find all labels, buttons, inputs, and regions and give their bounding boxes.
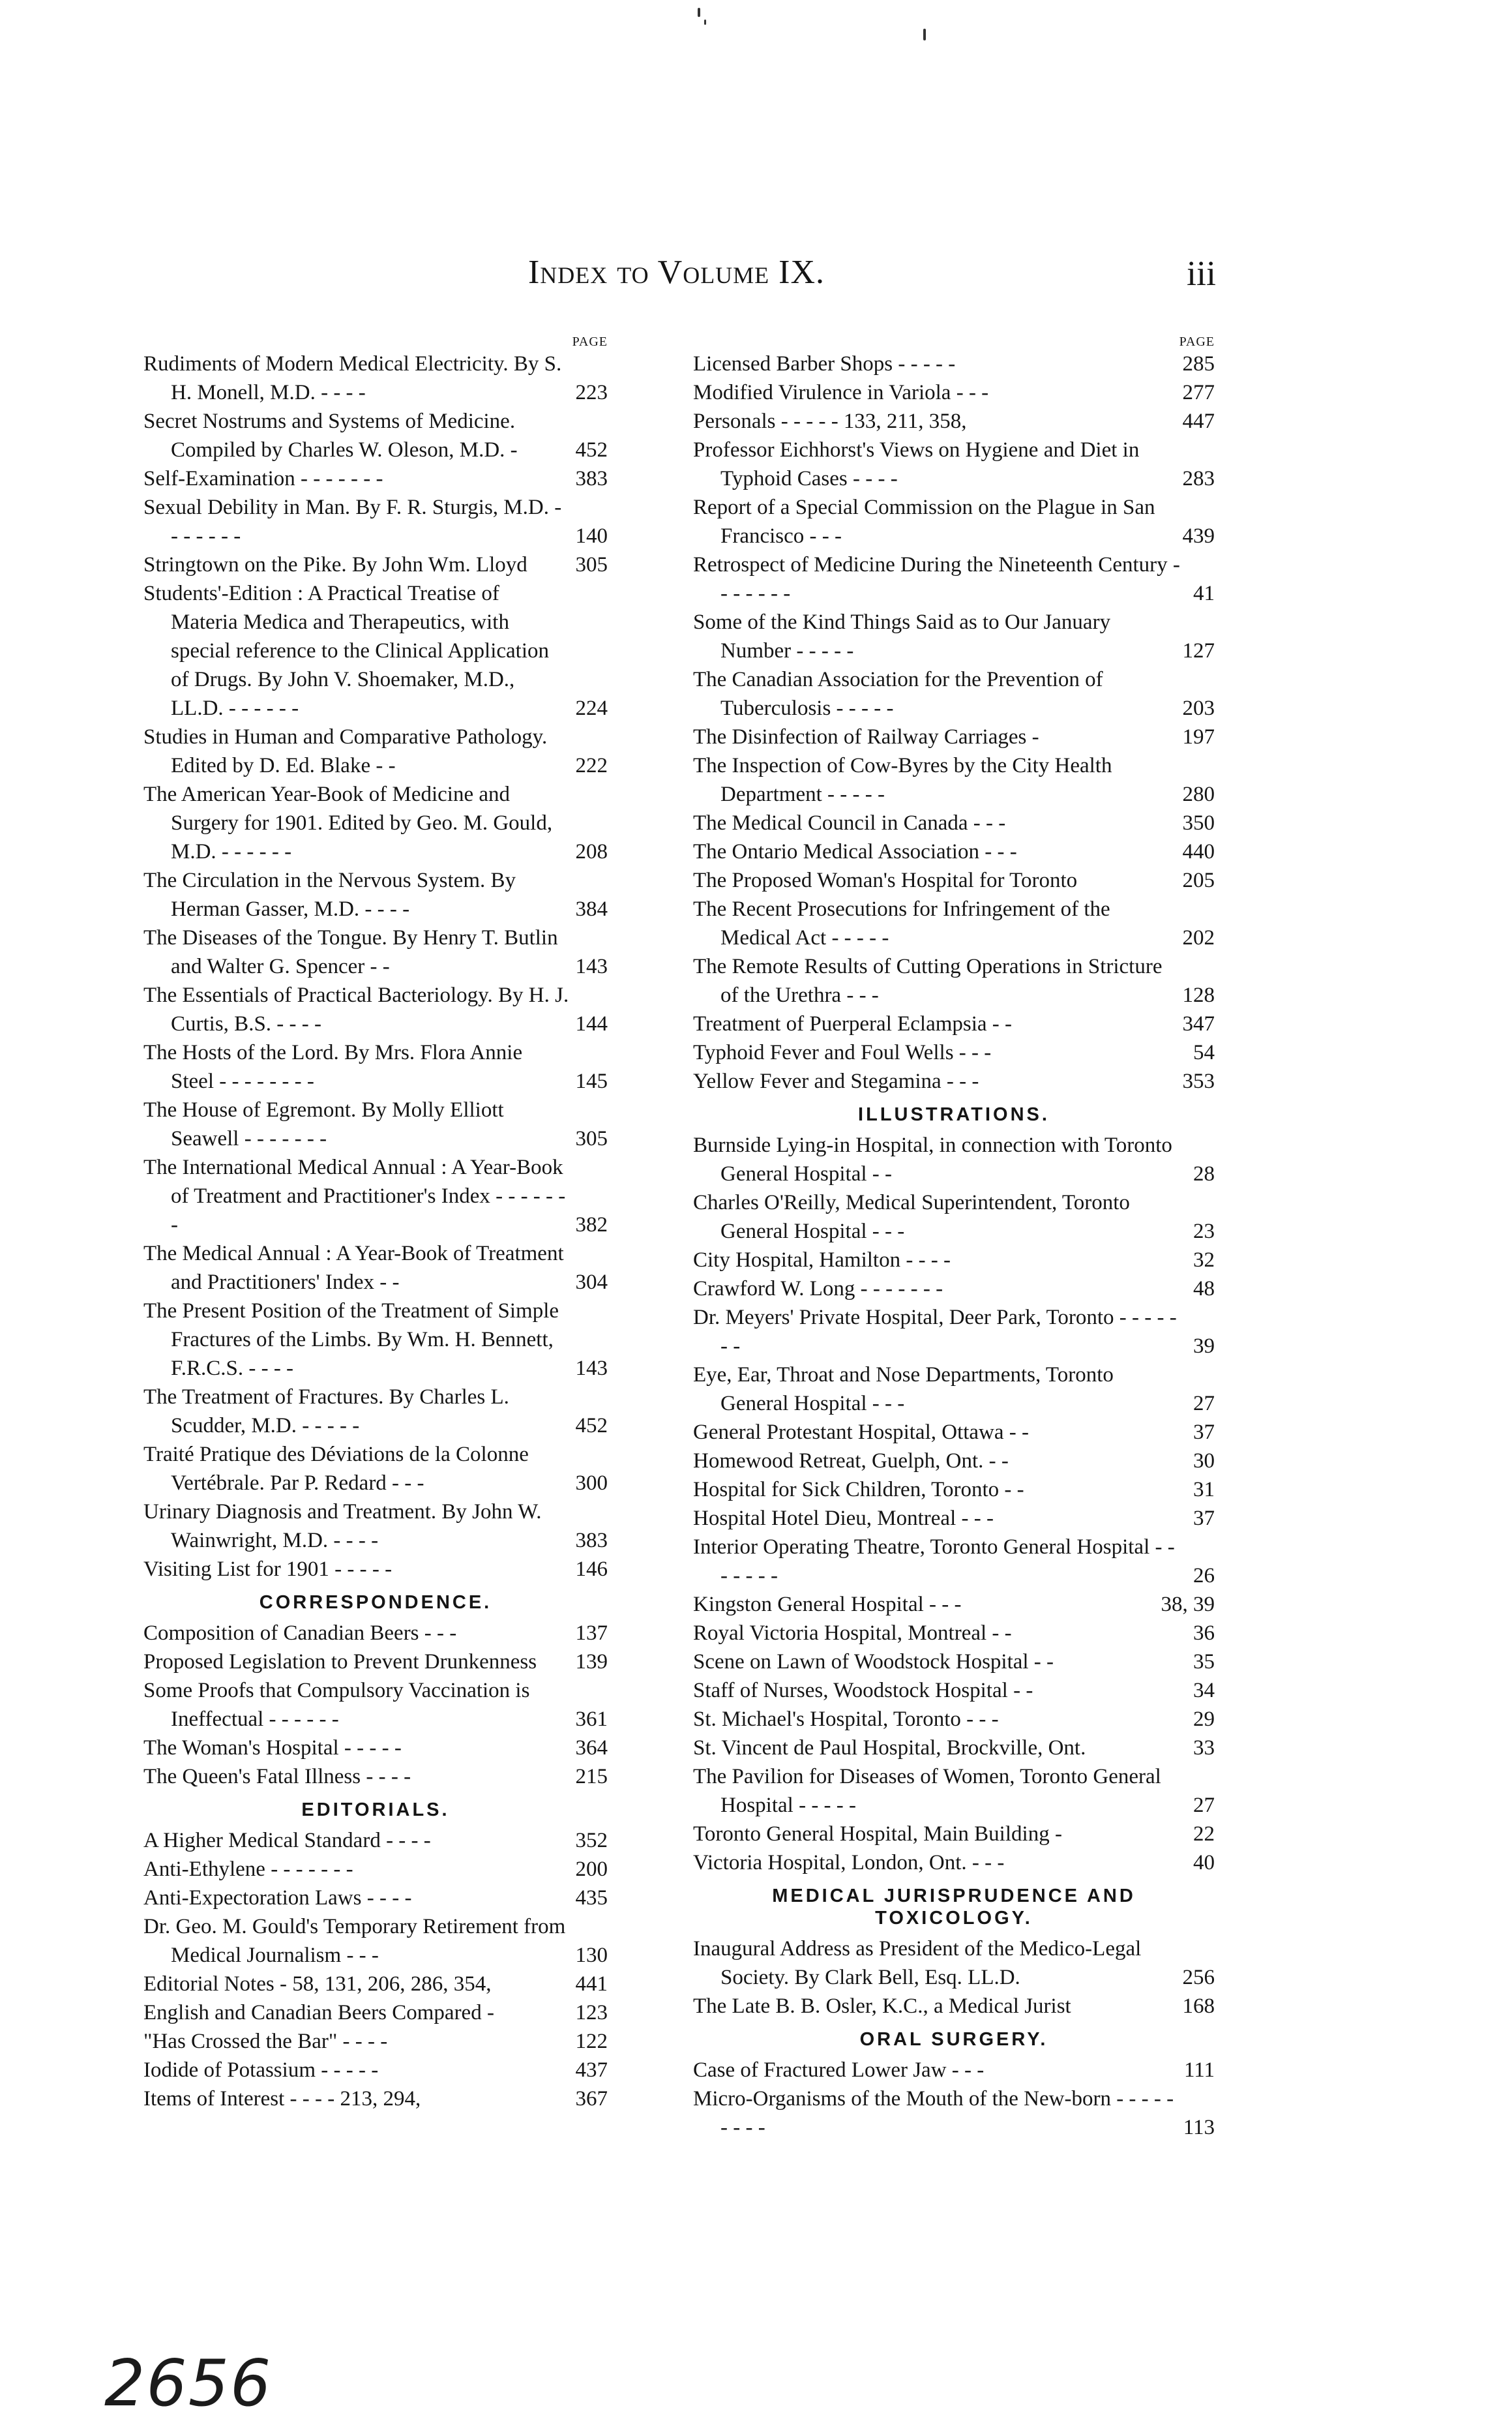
entry-title: Scene on Lawn of Woodstock Hospital - -	[693, 1650, 1054, 1674]
index-entry	[693, 751, 1215, 809]
entry-page-number: 130	[575, 1944, 608, 1967]
index-entry	[693, 1475, 1215, 1504]
entry-title: Licensed Barber Shops - - - - -	[693, 352, 956, 376]
index-entry	[693, 1619, 1215, 1647]
entry-page-number: 35	[1193, 1650, 1215, 1674]
index-entry	[693, 1934, 1215, 1992]
entry-page-number: 37	[1193, 1507, 1215, 1530]
entry-title: Secret Nostrums and Systems of Medicine. Compiled by Charles W. Oleson, M.D. -	[143, 410, 518, 462]
entry-title: Stringtown on the Pike. By John Wm. Lloyd	[143, 553, 527, 577]
entry-page-number: 111	[1183, 2058, 1215, 2082]
index-entry	[143, 1676, 608, 1734]
index-entry	[693, 1418, 1215, 1447]
entry-title: The Remote Results of Cutting Operations in Stricture of the Urethra - - -	[693, 955, 1163, 1007]
entry-page-number: 37	[1193, 1421, 1215, 1444]
index-entry	[693, 1676, 1215, 1705]
index-entry	[143, 1096, 608, 1153]
entry-title: The International Medical Annual : A Year-Book of Treatment and Practitioner's Index - - - - - - -	[143, 1156, 566, 1237]
index-entry	[693, 866, 1215, 895]
entry-page-number: 197	[1182, 725, 1215, 749]
entry-page-number: 452	[575, 1414, 608, 1437]
entry-page-number: 441	[575, 1972, 608, 1996]
editorials-list	[143, 1826, 608, 2113]
entry-page-number: 143	[575, 955, 608, 978]
entry-title: Anti-Expectoration Laws - - - -	[143, 1886, 412, 1910]
index-entry	[693, 1762, 1215, 1820]
entry-page-number: 38, 39	[1161, 1593, 1215, 1616]
index-entry	[693, 809, 1215, 837]
entry-page-number: 140	[575, 524, 608, 548]
section-heading-illustrations: ILLUSTRATIONS.	[858, 1104, 1050, 1125]
index-entry	[143, 1970, 608, 1998]
index-entry	[143, 1555, 608, 1584]
entry-page-number: 205	[1182, 869, 1215, 892]
index-entry	[693, 1820, 1215, 1848]
index-entry	[693, 378, 1215, 407]
entry-page-number: 382	[575, 1213, 608, 1237]
section-heading-editorials: EDITORIALS.	[301, 1799, 450, 1820]
entry-page-number: 30	[1193, 1449, 1215, 1473]
illustrations-list	[693, 1131, 1215, 1877]
entry-title: St. Michael's Hospital, Toronto - - -	[693, 1707, 999, 1731]
index-entry	[693, 1188, 1215, 1246]
index-entry	[693, 1010, 1215, 1038]
section-heading-correspondence: CORRESPONDENCE.	[259, 1592, 492, 1613]
left-column	[143, 334, 608, 2113]
entry-page-number: 347	[1182, 1012, 1215, 1036]
index-entry	[693, 1705, 1215, 1734]
index-entry	[143, 2056, 608, 2084]
entry-title: Urinary Diagnosis and Treatment. By John W. Wainwright, M.D. - - - -	[143, 1500, 542, 1552]
entry-page-number: 137	[575, 1621, 608, 1645]
index-entry	[693, 2084, 1215, 2142]
entry-page-number: 36	[1193, 1621, 1215, 1645]
entry-page-number: 23	[1193, 1220, 1215, 1243]
entry-page-number: 122	[575, 2030, 608, 2053]
index-entry	[693, 723, 1215, 751]
index-entry	[143, 579, 608, 723]
index-entry	[693, 407, 1215, 436]
index-entry	[693, 895, 1215, 952]
entry-page-number: 440	[1182, 840, 1215, 864]
entry-title: The Proposed Woman's Hospital for Toronto	[693, 869, 1078, 892]
entry-title: Sexual Debility in Man. By F. R. Sturgis, M.D. - - - - - - -	[143, 496, 562, 548]
index-entry	[693, 1303, 1215, 1361]
ink-speck	[698, 8, 700, 17]
entry-page-number: 31	[1193, 1478, 1215, 1501]
entry-page-number: 200	[575, 1857, 608, 1881]
entry-title: The Present Position of the Treatment of Simple Fractures of the Limbs. By Wm. H. Bennett, F.R.C.S. - - - -	[143, 1299, 559, 1380]
entry-page-number: 123	[575, 2001, 608, 2024]
index-entry	[143, 1497, 608, 1555]
entry-title: Items of Interest - - - - 213, 294,	[143, 2087, 421, 2111]
entry-page-number: 383	[575, 467, 608, 490]
index-entry	[143, 2027, 608, 2056]
entry-title: General Protestant Hospital, Ottawa - -	[693, 1421, 1030, 1444]
entry-page-number: 34	[1193, 1679, 1215, 1702]
index-list	[143, 350, 608, 1584]
entry-title: Burnside Lying-in Hospital, in connection with Toronto General Hospital - -	[693, 1134, 1172, 1186]
entry-title: Typhoid Fever and Foul Wells - - -	[693, 1041, 992, 1064]
entry-title: Report of a Special Commission on the Plague in San Francisco - - -	[693, 496, 1155, 548]
entry-page-number: 39	[1193, 1334, 1215, 1358]
index-entry	[143, 464, 608, 493]
entry-title: The Late B. B. Osler, K.C., a Medical Jurist	[693, 1994, 1071, 2018]
entry-page-number: 143	[575, 1357, 608, 1380]
index-entry	[143, 1998, 608, 2027]
entry-page-number: 364	[575, 1736, 608, 1760]
entry-title: Crawford W. Long - - - - - - -	[693, 1277, 943, 1301]
section-heading-oral-surgery: ORAL SURGERY.	[859, 2029, 1048, 2050]
entry-page-number: 305	[575, 1127, 608, 1150]
entry-title: Studies in Human and Comparative Pathology. Edited by D. Ed. Blake - -	[143, 725, 548, 777]
entry-title: The American Year-Book of Medicine and Surgery for 1901. Edited by Geo. M. Gould, M.D. - - - - - -	[143, 783, 553, 864]
index-entry	[693, 1734, 1215, 1762]
entry-page-number: 203	[1182, 697, 1215, 720]
entry-title: The Treatment of Fractures. By Charles L. Scudder, M.D. - - - - -	[143, 1385, 509, 1437]
entry-title: Hospital Hotel Dieu, Montreal - - -	[693, 1507, 994, 1530]
entry-page-number: 139	[575, 1650, 608, 1674]
index-entry	[693, 608, 1215, 665]
index-entry	[143, 1884, 608, 1912]
right-column	[693, 334, 1215, 2142]
page-title: Index to Volume IX.	[527, 254, 825, 291]
index-entry	[693, 1361, 1215, 1418]
index-entry	[693, 1447, 1215, 1475]
entry-title: The Inspection of Cow-Byres by the City Health Department - - - - -	[693, 754, 1112, 806]
entry-page-number: 54	[1193, 1041, 1215, 1064]
index-entry	[143, 1619, 608, 1647]
entry-page-number: 27	[1193, 1794, 1215, 1817]
entry-title: Staff of Nurses, Woodstock Hospital - -	[693, 1679, 1033, 1702]
page-number: iii	[1186, 254, 1216, 293]
entry-title: Composition of Canadian Beers - - -	[143, 1621, 457, 1645]
entry-title: Personals - - - - - 133, 211, 358,	[693, 410, 967, 433]
entry-title: The Disinfection of Railway Carriages -	[693, 725, 1039, 749]
entry-page-number: 40	[1193, 1851, 1215, 1874]
entry-page-number: 352	[575, 1829, 608, 1852]
entry-title: "Has Crossed the Bar" - - - -	[143, 2030, 388, 2053]
entry-page-number: 33	[1193, 1736, 1215, 1760]
entry-page-number: 202	[1182, 926, 1215, 950]
index-entry	[143, 924, 608, 981]
index-entry	[143, 1826, 608, 1855]
entry-title: Professor Eichhorst's Views on Hygiene and Diet in Typhoid Cases - - - -	[693, 438, 1140, 490]
index-entry	[693, 837, 1215, 866]
entry-page-number: 222	[575, 754, 608, 777]
ink-speck	[923, 29, 926, 40]
entry-page-number: 223	[575, 381, 608, 404]
entry-page-number: 144	[575, 1012, 608, 1036]
entry-title: Yellow Fever and Stegamina - - -	[693, 1070, 979, 1093]
entry-page-number: 146	[575, 1557, 608, 1581]
entry-title: The Essentials of Practical Bacteriology. By H. J. Curtis, B.S. - - - -	[143, 984, 569, 1036]
entry-title: Toronto General Hospital, Main Building -	[693, 1822, 1062, 1846]
entry-title: Some of the Kind Things Said as to Our January Number - - - - -	[693, 610, 1111, 663]
entry-title: Iodide of Potassium - - - - -	[143, 2058, 379, 2082]
entry-title: Some Proofs that Compulsory Vaccination is Ineffectual - - - - - -	[143, 1679, 530, 1731]
entry-page-number: 305	[575, 553, 608, 577]
entry-page-number: 439	[1182, 524, 1215, 548]
entry-title: A Higher Medical Standard - - - -	[143, 1829, 431, 1852]
entry-title: Case of Fractured Lower Jaw - - -	[693, 2058, 985, 2082]
entry-title: The House of Egremont. By Molly Elliott Seawell - - - - - - -	[143, 1098, 504, 1150]
index-entry	[693, 1131, 1215, 1188]
entry-title: Modified Virulence in Variola - - -	[693, 381, 989, 404]
entry-title: Proposed Legislation to Prevent Drunkenness	[143, 1650, 537, 1674]
entry-title: Anti-Ethylene - - - - - - -	[143, 1857, 353, 1881]
index-entry	[693, 665, 1215, 723]
entry-title: Victoria Hospital, London, Ont. - - -	[693, 1851, 1005, 1874]
entry-title: Dr. Meyers' Private Hospital, Deer Park, Toronto - - - - - - -	[693, 1306, 1177, 1358]
entry-title: The Medical Council in Canada - - -	[693, 811, 1006, 835]
entry-title: The Diseases of the Tongue. By Henry T. Butlin and Walter G. Spencer - -	[143, 926, 558, 978]
entry-title: St. Vincent de Paul Hospital, Brockville, Ont.	[693, 1736, 1086, 1760]
entry-title: The Ontario Medical Association - - -	[693, 840, 1017, 864]
entry-page-number: 304	[575, 1271, 608, 1294]
entry-page-number: 145	[575, 1070, 608, 1093]
index-entry	[693, 1504, 1215, 1533]
entry-title: City Hospital, Hamilton - - - -	[693, 1248, 951, 1272]
index-entry	[693, 1067, 1215, 1096]
entry-title: Students'-Edition : A Practical Treatise of Materia Medica and Therapeutics, with special reference to the Clinical Application of Drugs. By John V. Shoemaker, M.D., LL.D. - - - - - -	[143, 582, 550, 720]
entry-page-number: 208	[575, 840, 608, 864]
entry-title: Dr. Geo. M. Gould's Temporary Retirement from Medical Journalism - - -	[143, 1915, 566, 1967]
index-entry	[143, 1440, 608, 1497]
entry-page-number: 447	[1182, 410, 1215, 433]
entry-page-number: 128	[1182, 984, 1215, 1007]
index-entry	[693, 1533, 1215, 1590]
entry-title: Micro-Organisms of the Mouth of the New-born - - - - - - - - -	[693, 2087, 1174, 2139]
entry-title: Retrospect of Medicine During the Nineteenth Century - - - - - - -	[693, 553, 1180, 605]
entry-page-number: 29	[1193, 1707, 1215, 1731]
entry-title: The Circulation in the Nervous System. By Herman Gasser, M.D. - - - -	[143, 869, 516, 921]
entry-page-number: 361	[575, 1707, 608, 1731]
page-column-label: PAGE	[1179, 335, 1215, 349]
entry-page-number: 435	[575, 1886, 608, 1910]
entry-page-number: 300	[575, 1471, 608, 1495]
entry-page-number: 285	[1182, 352, 1215, 376]
index-entry	[693, 952, 1215, 1010]
index-entry	[143, 407, 608, 464]
section-heading-medical-jurisprudence: MEDICAL JURISPRUDENCE AND TOXICOLOGY.	[772, 1886, 1136, 1929]
entry-title: Royal Victoria Hospital, Montreal - -	[693, 1621, 1012, 1645]
index-entry	[143, 866, 608, 924]
index-entry	[693, 1647, 1215, 1676]
entry-page-number: 353	[1182, 1070, 1215, 1093]
handwritten-stamp-number: 2656	[104, 2347, 273, 2421]
index-entry	[143, 493, 608, 550]
entry-page-number: 350	[1182, 811, 1215, 835]
entry-title: The Recent Prosecutions for Infringement of the Medical Act - - - - -	[693, 897, 1110, 950]
index-entry	[143, 780, 608, 866]
index-entry	[693, 2056, 1215, 2084]
entry-title: The Pavilion for Diseases of Women, Toronto General Hospital - - - - -	[693, 1765, 1161, 1817]
entry-title: Editorial Notes - 58, 131, 206, 286, 354,	[143, 1972, 492, 1996]
entry-title: The Queen's Fatal Illness - - - -	[143, 1765, 411, 1788]
index-entry	[143, 1383, 608, 1440]
index-entry	[143, 1153, 608, 1239]
index-entry	[693, 350, 1215, 378]
entry-page-number: 215	[575, 1765, 608, 1788]
entry-page-number: 283	[1182, 467, 1215, 490]
entry-page-number: 27	[1193, 1392, 1215, 1415]
oral-surgery-list	[693, 2056, 1215, 2142]
index-entry	[693, 1992, 1215, 2021]
index-entry	[143, 2084, 608, 2113]
correspondence-list	[143, 1619, 608, 1791]
index-entry	[143, 981, 608, 1038]
entry-page-number: 113	[1183, 2116, 1215, 2139]
entry-page-number: 26	[1193, 1564, 1215, 1587]
index-entry	[693, 1274, 1215, 1303]
index-entry	[143, 350, 608, 407]
entry-page-number: 127	[1182, 639, 1215, 663]
ink-speck	[704, 20, 706, 25]
index-entry	[693, 1246, 1215, 1274]
entry-page-number: 384	[575, 897, 608, 921]
entry-page-number: 277	[1182, 381, 1215, 404]
entry-page-number: 32	[1193, 1248, 1215, 1272]
index-entry	[143, 1855, 608, 1884]
entry-title: Kingston General Hospital - - -	[693, 1593, 962, 1616]
entry-title: Self-Examination - - - - - - -	[143, 467, 383, 490]
index-entry	[143, 723, 608, 780]
entry-title: Eye, Ear, Throat and Nose Departments, Toronto General Hospital - - -	[693, 1363, 1114, 1415]
entry-page-number: 48	[1193, 1277, 1215, 1301]
entry-page-number: 383	[575, 1529, 608, 1552]
entry-page-number: 168	[1182, 1994, 1215, 2018]
entry-page-number: 280	[1182, 783, 1215, 806]
index-entry	[143, 1297, 608, 1383]
index-entry	[693, 550, 1215, 608]
index-entry	[693, 493, 1215, 550]
entry-title: Homewood Retreat, Guelph, Ont. - -	[693, 1449, 1009, 1473]
entry-page-number: 22	[1193, 1822, 1215, 1846]
entry-title: The Medical Annual : A Year-Book of Treatment and Practitioners' Index - -	[143, 1242, 564, 1294]
index-entry	[143, 1239, 608, 1297]
index-entry	[143, 1734, 608, 1762]
page-header	[137, 253, 1216, 305]
entry-page-number: 41	[1193, 582, 1215, 605]
entry-title: Traité Pratique des Déviations de la Colonne Vertébrale. Par P. Redard - - -	[143, 1443, 529, 1495]
index-entry	[143, 1912, 608, 1970]
entry-title: The Hosts of the Lord. By Mrs. Flora Annie Steel - - - - - - - -	[143, 1041, 523, 1093]
entry-title: Treatment of Puerperal Eclampsia - -	[693, 1012, 1013, 1036]
entry-title: Interior Operating Theatre, Toronto General Hospital - - - - - - -	[693, 1535, 1175, 1587]
index-entry	[143, 1762, 608, 1791]
entry-page-number: 367	[575, 2087, 608, 2111]
medical-jurisprudence-list	[693, 1934, 1215, 2021]
index-entry	[143, 1038, 608, 1096]
entry-page-number: 28	[1193, 1162, 1215, 1186]
entry-title: Charles O'Reilly, Medical Superintendent, Toronto General Hospital - - -	[693, 1191, 1130, 1243]
page-column-label: PAGE	[572, 335, 608, 349]
index-entry	[143, 1647, 608, 1676]
entry-page-number: 437	[575, 2058, 608, 2082]
entry-title: The Canadian Association for the Prevention of Tuberculosis - - - - -	[693, 668, 1103, 720]
entry-title: English and Canadian Beers Compared -	[143, 2001, 494, 2024]
index-entry	[693, 1038, 1215, 1067]
index-entry	[693, 1590, 1215, 1619]
entry-page-number: 452	[575, 438, 608, 462]
index-list	[693, 350, 1215, 1096]
index-entry	[693, 1848, 1215, 1877]
entry-title: Rudiments of Modern Medical Electricity. By S. H. Monell, M.D. - - - -	[143, 352, 562, 404]
index-entry	[693, 436, 1215, 493]
entry-title: Hospital for Sick Children, Toronto - -	[693, 1478, 1024, 1501]
entry-page-number: 224	[575, 697, 608, 720]
entry-title: The Woman's Hospital - - - - -	[143, 1736, 402, 1760]
entry-title: Inaugural Address as President of the Medico-Legal Society. By Clark Bell, Esq. LL.D.	[693, 1937, 1142, 1989]
index-entry	[143, 550, 608, 579]
entry-title: Visiting List for 1901 - - - - -	[143, 1557, 393, 1581]
entry-page-number: 256	[1182, 1966, 1215, 1989]
